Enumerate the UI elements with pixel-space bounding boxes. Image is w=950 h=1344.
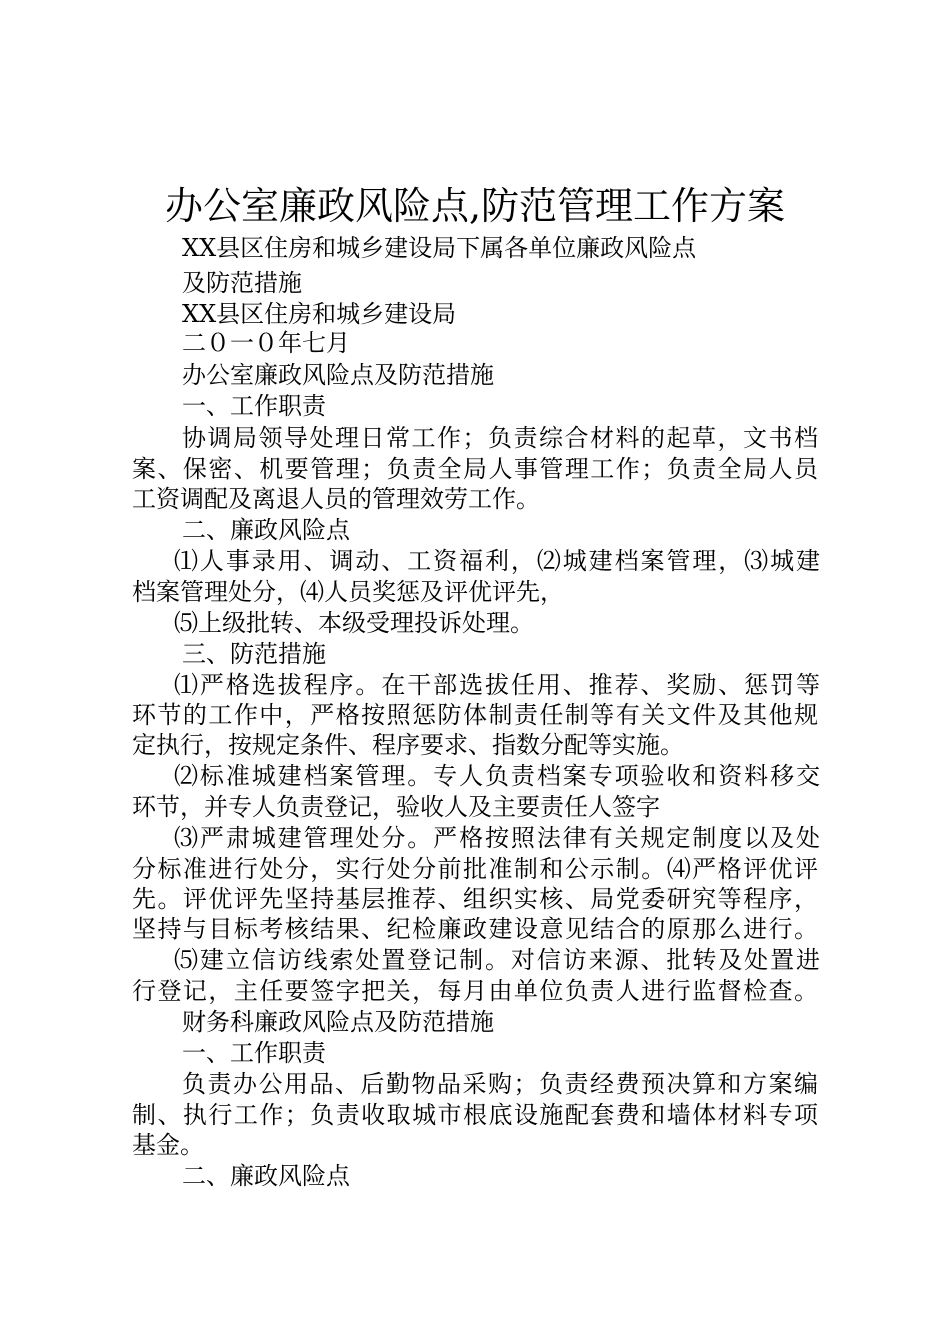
paragraph-line: ⑸建立信访线索处置登记制。对信访来源、批转及处置进: [174, 946, 820, 974]
paragraph-line: 行登记，主任要签字把关，每月由单位负责人进行监督检查。: [132, 977, 818, 1005]
paragraph-line: ⑵标准城建档案管理。专人负责档案专项验收和资料移交: [174, 762, 820, 790]
paragraph-line: 案、保密、机要管理；负责全局人事管理工作；负责全局人员: [132, 455, 818, 483]
paragraph-line: ⑴严格选拔程序。在干部选拔任用、推荐、奖励、惩罚等: [174, 671, 820, 699]
paragraph-line: 档案管理处分，⑷人员奖惩及评优评先，: [132, 578, 564, 606]
paragraph-line: 协调局领导处理日常工作；负责综合材料的起草，文书档: [182, 424, 818, 452]
heading-measures: 三、防范措施: [182, 640, 326, 668]
paragraph-line: 先。评优评先坚持基层推荐、组织实核、局党委研究等程序，: [132, 885, 818, 913]
paragraph-line: 制、执行工作；负责收取城市根底设施配套费和墙体材料专项: [132, 1101, 818, 1129]
paragraph-line: 分标准进行处分，实行处分前批准制和公示制。⑷严格评优评: [132, 855, 818, 883]
paragraph-line: ⑶严肃城建管理处分。严格按照法律有关规定制度以及处: [174, 824, 820, 852]
heading-duties-2: 一、工作职责: [182, 1039, 326, 1067]
paragraph-line: ⑸上级批转、本级受理投诉处理。: [174, 609, 534, 637]
heading-risk-2: 二、廉政风险点: [182, 1162, 350, 1190]
section-heading-office: 办公室廉政风险点及防范措施: [182, 361, 494, 389]
section-heading-finance: 财务科廉政风险点及防范措施: [182, 1008, 494, 1036]
date-line: 二０一０年七月: [182, 329, 350, 357]
document-title: 办公室廉政风险点,防范管理工作方案: [164, 184, 786, 228]
issuer-line: XX县区住房和城乡建设局: [182, 300, 457, 328]
paragraph-line: 环节的工作中，严格按照惩防体制责任制等有关文件及其他规: [132, 701, 818, 729]
paragraph-line: 工资调配及离退人员的管理效劳工作。: [132, 485, 540, 513]
subtitle-line-1: XX县区住房和城乡建设局下属各单位廉政风险点: [182, 234, 697, 262]
paragraph-line: 坚持与目标考核结果、纪检廉政建设意见结合的原那么进行。: [132, 915, 818, 943]
subtitle-line-2: 及防范措施: [182, 269, 302, 297]
heading-duties-1: 一、工作职责: [182, 392, 326, 420]
heading-risk-1: 二、廉政风险点: [182, 516, 350, 544]
paragraph-line: 基金。: [132, 1131, 204, 1159]
paragraph-line: 环节，并专人负责登记，验收人及主要责任人签字: [132, 793, 660, 821]
paragraph-line: 负责办公用品、后勤物品采购；负责经费预决算和方案编: [182, 1070, 818, 1098]
paragraph-line: ⑴人事录用、调动、工资福利，⑵城建档案管理，⑶城建: [174, 547, 820, 575]
paragraph-line: 定执行，按规定条件、程序要求、指数分配等实施。: [132, 731, 684, 759]
